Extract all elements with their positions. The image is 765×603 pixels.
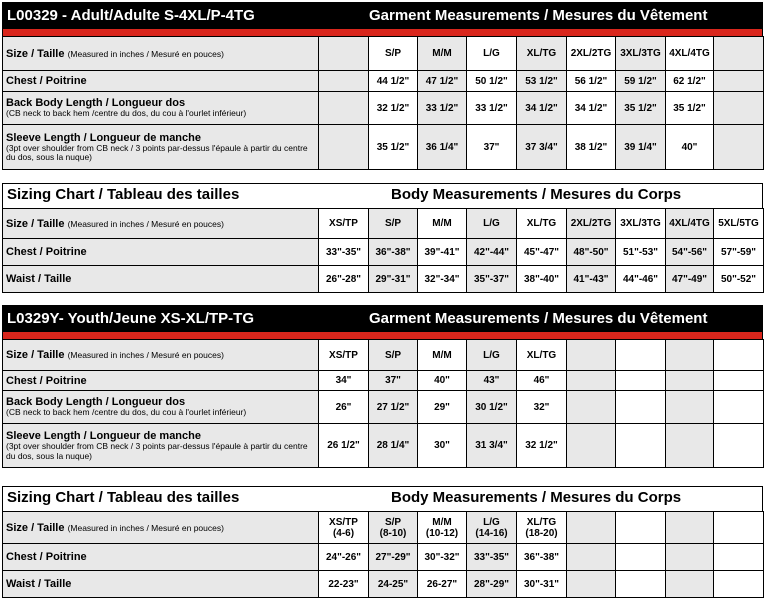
empty-cell xyxy=(567,391,616,424)
value-cell: 27 1/2" xyxy=(369,391,418,424)
value-cell: 35 1/2" xyxy=(666,92,714,125)
value-cell: 53 1/2" xyxy=(517,71,567,92)
value-cell: 24"-26" xyxy=(319,544,369,571)
value-cell: 28 1/4" xyxy=(369,424,418,468)
youth-body-table xyxy=(2,511,764,598)
table-header-row xyxy=(3,209,764,239)
value-cell: 62 1/2" xyxy=(666,71,714,92)
value-cell: 48"-50" xyxy=(567,239,616,266)
empty-cell xyxy=(714,71,764,92)
value-cell: 30"-32" xyxy=(418,544,467,571)
row-label: Back Body Length / Longueur dos (CB neck to back hem /centre du dos, du cou à l'ourlet inférieur) xyxy=(3,391,319,424)
empty-cell xyxy=(319,37,369,71)
row-label: Sleeve Length / Longueur de manche (3pt over shoulder from CB neck / 3 points par-dessus l'épaule à partir du centre du dos, sous la nuque) xyxy=(3,125,319,170)
size-label-cell: Size / Taille (Measured in inches / Mesuré en pouces) xyxy=(3,512,319,544)
value-cell: 44"-46" xyxy=(616,266,666,293)
empty-cell xyxy=(567,340,616,371)
adult-body-subtitle: Body Measurements / Mesures du Corps xyxy=(391,186,682,203)
size-header: XS/TP xyxy=(319,340,369,371)
value-cell: 38 1/2" xyxy=(567,125,616,170)
value-cell: 29" xyxy=(418,391,467,424)
size-label-cell: Size / Taille (Measured in inches / Mesuré en pouces) xyxy=(3,37,319,71)
accent-bar xyxy=(2,29,763,36)
table-header-row xyxy=(3,512,764,544)
value-cell: 29"-31" xyxy=(369,266,418,293)
row-label: Chest / Poitrine xyxy=(3,71,319,92)
adult-garment-title: L00329 - Adult/Adulte S-4XL/P-4TG xyxy=(7,7,255,24)
empty-cell xyxy=(714,424,764,468)
value-cell: 33 1/2" xyxy=(418,92,467,125)
empty-cell xyxy=(714,125,764,170)
value-cell: 57"-59" xyxy=(714,239,764,266)
table-row xyxy=(3,125,764,170)
value-cell: 51"-53" xyxy=(616,239,666,266)
value-cell: 41"-43" xyxy=(567,266,616,293)
value-cell: 30 1/2" xyxy=(467,391,517,424)
value-cell: 45"-47" xyxy=(517,239,567,266)
size-header: 3XL/3TG xyxy=(616,209,666,239)
empty-cell xyxy=(666,371,714,391)
empty-cell xyxy=(616,371,666,391)
value-cell: 35 1/2" xyxy=(616,92,666,125)
table-row xyxy=(3,391,764,424)
adult-body-table xyxy=(2,208,764,293)
adult-body-title: Sizing Chart / Tableau des tailles xyxy=(7,186,240,203)
accent-bar xyxy=(2,332,763,339)
value-cell: 44 1/2" xyxy=(369,71,418,92)
table-row xyxy=(3,371,764,391)
adult-body-section xyxy=(2,183,763,293)
youth-garment-header xyxy=(2,305,763,332)
value-cell: 34 1/2" xyxy=(517,92,567,125)
value-cell: 33"-35" xyxy=(467,544,517,571)
empty-cell xyxy=(666,571,714,598)
value-cell: 30"-31" xyxy=(517,571,567,598)
empty-cell xyxy=(616,391,666,424)
size-header: L/G xyxy=(467,37,517,71)
value-cell: 22-23" xyxy=(319,571,369,598)
size-header: XS/TP xyxy=(319,209,369,239)
value-cell: 43" xyxy=(467,371,517,391)
size-header: 4XL/4TG xyxy=(666,37,714,71)
youth-body-title: Sizing Chart / Tableau des tailles xyxy=(7,489,240,506)
empty-cell xyxy=(714,391,764,424)
value-cell: 26" xyxy=(319,391,369,424)
size-header: XL/TG xyxy=(517,37,567,71)
empty-cell xyxy=(616,571,666,598)
value-cell: 32" xyxy=(517,391,567,424)
empty-cell xyxy=(616,544,666,571)
size-header: M/M xyxy=(418,209,467,239)
empty-cell xyxy=(567,512,616,544)
table-row xyxy=(3,239,764,266)
size-header: L/G xyxy=(467,209,517,239)
empty-cell xyxy=(319,92,369,125)
row-label: Sleeve Length / Longueur de manche (3pt over shoulder from CB neck / 3 points par-dessus l'épaule à partir du centre du dos, sous la nuque) xyxy=(3,424,319,468)
row-label: Back Body Length / Longueur dos (CB neck to back hem /centre du dos, du cou à l'ourlet inférieur) xyxy=(3,92,319,125)
size-header: S/P xyxy=(369,209,418,239)
empty-cell xyxy=(616,512,666,544)
row-label: Chest / Poitrine xyxy=(3,239,319,266)
size-header: XL/TG (18-20) xyxy=(517,512,567,544)
adult-body-header xyxy=(2,183,763,208)
size-header: XL/TG xyxy=(517,340,567,371)
value-cell: 50 1/2" xyxy=(467,71,517,92)
value-cell: 36 1/4" xyxy=(418,125,467,170)
value-cell: 39"-41" xyxy=(418,239,467,266)
value-cell: 26 1/2" xyxy=(319,424,369,468)
row-label: Waist / Taille xyxy=(3,571,319,598)
youth-garment-table xyxy=(2,339,764,468)
value-cell: 36"-38" xyxy=(517,544,567,571)
size-header: S/P xyxy=(369,340,418,371)
youth-body-section xyxy=(2,486,763,598)
adult-garment-subtitle: Garment Measurements / Mesures du Vêtement xyxy=(369,7,708,24)
size-header: 2XL/2TG xyxy=(567,37,616,71)
row-label: Chest / Poitrine xyxy=(3,544,319,571)
value-cell: 46" xyxy=(517,371,567,391)
value-cell: 37" xyxy=(369,371,418,391)
value-cell: 28"-29" xyxy=(467,571,517,598)
empty-cell xyxy=(567,544,616,571)
value-cell: 32 1/2" xyxy=(369,92,418,125)
empty-cell xyxy=(567,571,616,598)
size-label-cell: Size / Taille (Measured in inches / Mesuré en pouces) xyxy=(3,209,319,239)
adult-garment-header xyxy=(2,2,763,29)
size-header: S/P xyxy=(369,37,418,71)
size-header: M/M xyxy=(418,37,467,71)
size-label-cell: Size / Taille (Measured in inches / Mesuré en pouces) xyxy=(3,340,319,371)
table-row xyxy=(3,544,764,571)
adult-garment-table xyxy=(2,36,764,170)
value-cell: 33"-35" xyxy=(319,239,369,266)
empty-cell xyxy=(616,424,666,468)
youth-garment-title: L0329Y- Youth/Jeune XS-XL/TP-TG xyxy=(7,310,254,327)
size-header: 2XL/2TG xyxy=(567,209,616,239)
value-cell: 59 1/2" xyxy=(616,71,666,92)
size-header: L/G xyxy=(467,340,517,371)
empty-cell xyxy=(666,424,714,468)
table-header-row xyxy=(3,340,764,371)
size-header: 3XL/3TG xyxy=(616,37,666,71)
value-cell: 36"-38" xyxy=(369,239,418,266)
table-row xyxy=(3,266,764,293)
value-cell: 32"-34" xyxy=(418,266,467,293)
row-label: Chest / Poitrine xyxy=(3,371,319,391)
value-cell: 27"-29" xyxy=(369,544,418,571)
empty-cell xyxy=(567,371,616,391)
empty-cell xyxy=(666,340,714,371)
empty-cell xyxy=(714,544,764,571)
value-cell: 40" xyxy=(666,125,714,170)
empty-cell xyxy=(714,571,764,598)
table-row xyxy=(3,424,764,468)
row-label: Waist / Taille xyxy=(3,266,319,293)
value-cell: 39 1/4" xyxy=(616,125,666,170)
empty-cell xyxy=(666,391,714,424)
size-header: 4XL/4TG xyxy=(666,209,714,239)
size-header: M/M xyxy=(418,340,467,371)
value-cell: 47"-49" xyxy=(666,266,714,293)
empty-cell xyxy=(714,340,764,371)
value-cell: 47 1/2" xyxy=(418,71,467,92)
empty-cell xyxy=(714,371,764,391)
value-cell: 35 1/2" xyxy=(369,125,418,170)
value-cell: 33 1/2" xyxy=(467,92,517,125)
size-header: 5XL/5TG xyxy=(714,209,764,239)
empty-cell xyxy=(666,544,714,571)
table-row xyxy=(3,92,764,125)
value-cell: 42"-44" xyxy=(467,239,517,266)
value-cell: 54"-56" xyxy=(666,239,714,266)
size-header: XL/TG xyxy=(517,209,567,239)
empty-cell xyxy=(714,92,764,125)
empty-cell xyxy=(616,340,666,371)
value-cell: 56 1/2" xyxy=(567,71,616,92)
adult-garment-section xyxy=(2,2,763,170)
table-row xyxy=(3,571,764,598)
youth-body-subtitle: Body Measurements / Mesures du Corps xyxy=(391,489,682,506)
table-header-row xyxy=(3,37,764,71)
size-header: S/P (8-10) xyxy=(369,512,418,544)
value-cell: 26-27" xyxy=(418,571,467,598)
empty-cell xyxy=(319,125,369,170)
empty-cell xyxy=(666,512,714,544)
value-cell: 38"-40" xyxy=(517,266,567,293)
empty-cell xyxy=(567,424,616,468)
size-header: M/M (10-12) xyxy=(418,512,467,544)
value-cell: 30" xyxy=(418,424,467,468)
value-cell: 37" xyxy=(467,125,517,170)
youth-body-header xyxy=(2,486,763,511)
value-cell: 31 3/4" xyxy=(467,424,517,468)
value-cell: 50"-52" xyxy=(714,266,764,293)
value-cell: 40" xyxy=(418,371,467,391)
value-cell: 24-25" xyxy=(369,571,418,598)
empty-cell xyxy=(319,71,369,92)
value-cell: 35"-37" xyxy=(467,266,517,293)
table-row xyxy=(3,71,764,92)
value-cell: 26"-28" xyxy=(319,266,369,293)
value-cell: 37 3/4" xyxy=(517,125,567,170)
size-header: L/G (14-16) xyxy=(467,512,517,544)
youth-garment-section xyxy=(2,305,763,468)
value-cell: 34" xyxy=(319,371,369,391)
size-header: XS/TP (4-6) xyxy=(319,512,369,544)
empty-cell xyxy=(714,512,764,544)
empty-cell xyxy=(714,37,764,71)
youth-garment-subtitle: Garment Measurements / Mesures du Vêtement xyxy=(369,310,708,327)
value-cell: 32 1/2" xyxy=(517,424,567,468)
value-cell: 34 1/2" xyxy=(567,92,616,125)
